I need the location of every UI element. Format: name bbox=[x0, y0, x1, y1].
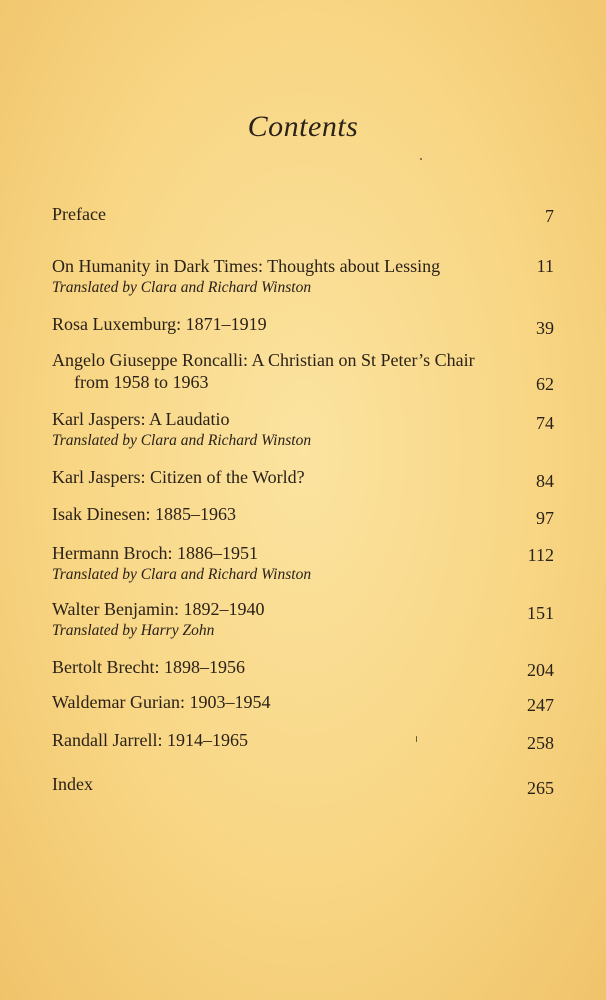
entry-title: Karl Jaspers: Citizen of the World? bbox=[52, 467, 305, 487]
entry-page-number: 265 bbox=[527, 778, 554, 798]
entry-title: Index bbox=[52, 774, 93, 794]
toc-entry-roncalli bbox=[52, 349, 554, 393]
entry-translator: Translated by Clara and Richard Winston bbox=[52, 279, 312, 296]
entry-page-number: 74 bbox=[536, 413, 554, 433]
toc-entry-preface bbox=[52, 203, 554, 225]
entry-page-number: 84 bbox=[536, 471, 554, 491]
entry-page-number: 151 bbox=[527, 603, 554, 623]
toc-entry-index bbox=[52, 773, 554, 798]
entry-page-number: 112 bbox=[527, 545, 554, 565]
toc-entry-rosa-luxemburg bbox=[52, 313, 554, 338]
entry-page-number: 97 bbox=[536, 508, 554, 528]
paper-speck bbox=[420, 158, 422, 160]
entry-title: Waldemar Gurian: 1903–1954 bbox=[52, 692, 271, 712]
toc-entry-randall-jarrell bbox=[52, 729, 554, 751]
toc-entry-humanity-dark-times bbox=[52, 255, 554, 298]
entry-translator: Translated by Clara and Richard Winston bbox=[52, 432, 312, 449]
entry-title: Hermann Broch: 1886–1951 bbox=[52, 543, 258, 563]
entry-title-continued: from 1958 to 1963 bbox=[74, 372, 209, 392]
entry-page-number: 11 bbox=[536, 256, 554, 276]
entry-title: Preface bbox=[52, 204, 106, 224]
entry-page-number: 247 bbox=[527, 695, 554, 715]
entry-title: Isak Dinesen: 1885–1963 bbox=[52, 504, 236, 524]
toc-entry-isak-dinesen bbox=[52, 503, 554, 528]
page-title: Contents bbox=[247, 110, 359, 143]
entry-translator: Translated by Clara and Richard Winston bbox=[52, 566, 312, 583]
entry-title: Rosa Luxemburg: 1871–1919 bbox=[52, 314, 267, 334]
entry-title: Walter Benjamin: 1892–1940 bbox=[52, 599, 265, 619]
entry-page-number: 7 bbox=[545, 206, 554, 226]
paper-speck bbox=[416, 736, 417, 742]
entry-page-number: 258 bbox=[527, 733, 554, 753]
entry-title: Randall Jarrell: 1914–1965 bbox=[52, 730, 248, 750]
entry-translator: Translated by Harry Zohn bbox=[52, 622, 215, 639]
entry-title: Karl Jaspers: A Laudatio bbox=[52, 409, 230, 429]
entry-page-number: 39 bbox=[536, 318, 554, 338]
toc-entry-jaspers-laudatio bbox=[52, 408, 554, 451]
entry-page-number: 62 bbox=[536, 374, 554, 394]
toc-entry-walter-benjamin bbox=[52, 598, 554, 641]
toc-entry-bertolt-brecht bbox=[52, 656, 554, 678]
entry-title: Angelo Giuseppe Roncalli: A Christian on St Peter’s Chair bbox=[52, 350, 475, 370]
toc-entry-waldemar-gurian bbox=[52, 691, 554, 713]
toc-entry-hermann-broch bbox=[52, 542, 554, 585]
entry-title: On Humanity in Dark Times: Thoughts about Lessing bbox=[52, 256, 441, 276]
entry-title: Bertolt Brecht: 1898–1956 bbox=[52, 657, 245, 677]
entry-page-number: 204 bbox=[527, 660, 554, 680]
toc-entry-jaspers-citizen bbox=[52, 466, 554, 491]
